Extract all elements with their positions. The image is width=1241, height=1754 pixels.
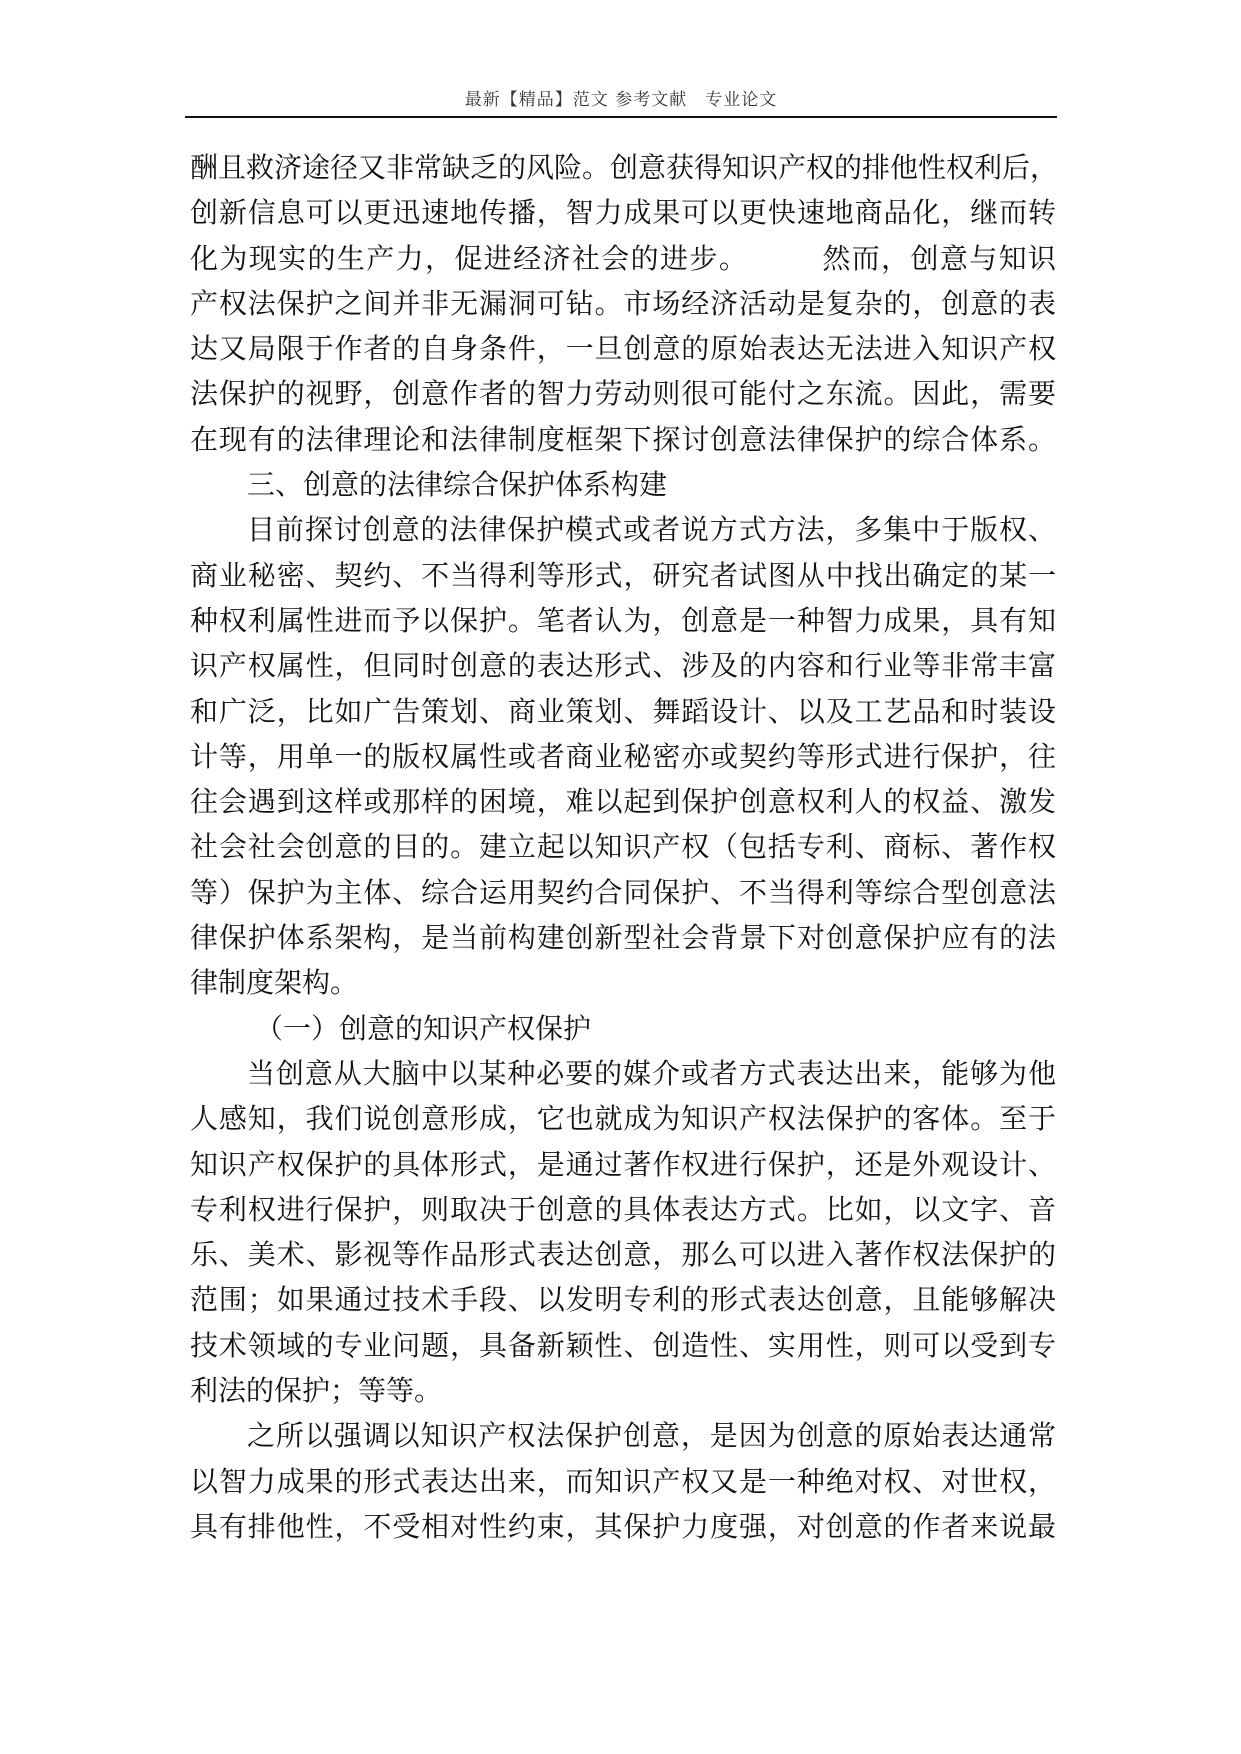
text-line: 具有排他性，不受相对性约束，其保护力度强，对创意的作者来说最 (190, 1509, 1056, 1543)
text-line: 产权法保护之间并非无漏洞可钻。市场经济活动是复杂的，创意的表 (190, 286, 1056, 320)
text-line: 法保护的视野，创意作者的智力劳动则很可能付之东流。因此，需要 (190, 377, 1056, 411)
text-line: 人感知，我们说创意形成，它也就成为知识产权法保护的客体。至于 (190, 1102, 1056, 1136)
body-text (190, 145, 1059, 1549)
text-line: 律制度架构。 (190, 966, 359, 1000)
text-line: 在现有的法律理论和法律制度框架下探讨创意法律保护的综合体系。 (190, 422, 1056, 456)
text-line: 以智力成果的形式表达出来，而知识产权又是一种绝对权、对世权， (190, 1464, 1056, 1498)
text-line: 社会社会创意的目的。建立起以知识产权（包括专利、商标、著作权 (190, 830, 1056, 864)
text-line: 达又局限于作者的自身条件，一旦创意的原始表达无法进入知识产权 (190, 332, 1056, 366)
section-heading: 三、创意的法律综合保护体系构建 (247, 468, 668, 502)
text-line: 目前探讨创意的法律保护模式或者说方式方法，多集中于版权、 (247, 513, 1056, 547)
text-line: 计等，用单一的版权属性或者商业秘密亦或契约等形式进行保护，往 (190, 739, 1056, 773)
text-line: 往会遇到这样或那样的困境，难以起到保护创意权利人的权益、激发 (190, 785, 1056, 819)
text-line: 化为现实的生产力，促进经济社会的进步。 然而，创意与知识 (190, 241, 1056, 275)
text-line: 专利权进行保护，则取决于创意的具体表达方式。比如，以文字、音 (190, 1192, 1056, 1226)
text-line: 酬且救济途径又非常缺乏的风险。创意获得知识产权的排他性权利后， (190, 151, 1059, 184)
text-line: 识产权属性，但同时创意的表达形式、涉及的内容和行业等非常丰富 (190, 649, 1056, 683)
subsection-heading: （一）创意的知识产权保护 (255, 1011, 592, 1045)
text-line: 范围；如果通过技术手段、以发明专利的形式表达创意，且能够解决 (190, 1283, 1056, 1317)
header-divider (185, 116, 1057, 118)
text-line: 商业秘密、契约、不当得利等形式，研究者试图从中找出确定的某一 (190, 558, 1056, 592)
text-line: 技术领域的专业问题，具备新颖性、创造性、实用性，则可以受到专 (190, 1328, 1056, 1362)
text-line: 律保护体系架构，是当前构建创新型社会背景下对创意保护应有的法 (190, 921, 1056, 955)
text-line: 创新信息可以更迅速地传播，智力成果可以更快速地商品化，继而转 (190, 196, 1056, 230)
text-line: 等）保护为主体、综合运用契约合同保护、不当得利等综合型创意法 (190, 875, 1056, 909)
text-line: 知识产权保护的具体形式，是通过著作权进行保护，还是外观设计、 (190, 1147, 1056, 1181)
text-line: 之所以强调以知识产权法保护创意，是因为创意的原始表达通常 (247, 1419, 1056, 1453)
text-line: 种权利属性进而予以保护。笔者认为，创意是一种智力成果，具有知 (190, 603, 1056, 637)
text-line: 乐、美术、影视等作品形式表达创意，那么可以进入著作权法保护的 (190, 1238, 1056, 1272)
text-line: 和广泛，比如广告策划、商业策划、舞蹈设计、以及工艺品和时装设 (190, 694, 1056, 728)
text-line: 当创意从大脑中以某种必要的媒介或者方式表达出来，能够为他 (247, 1056, 1056, 1090)
text-line: 利法的保护；等等。 (190, 1374, 443, 1408)
page-header: 最新【精品】范文 参考文献 专业论文 (464, 90, 778, 110)
